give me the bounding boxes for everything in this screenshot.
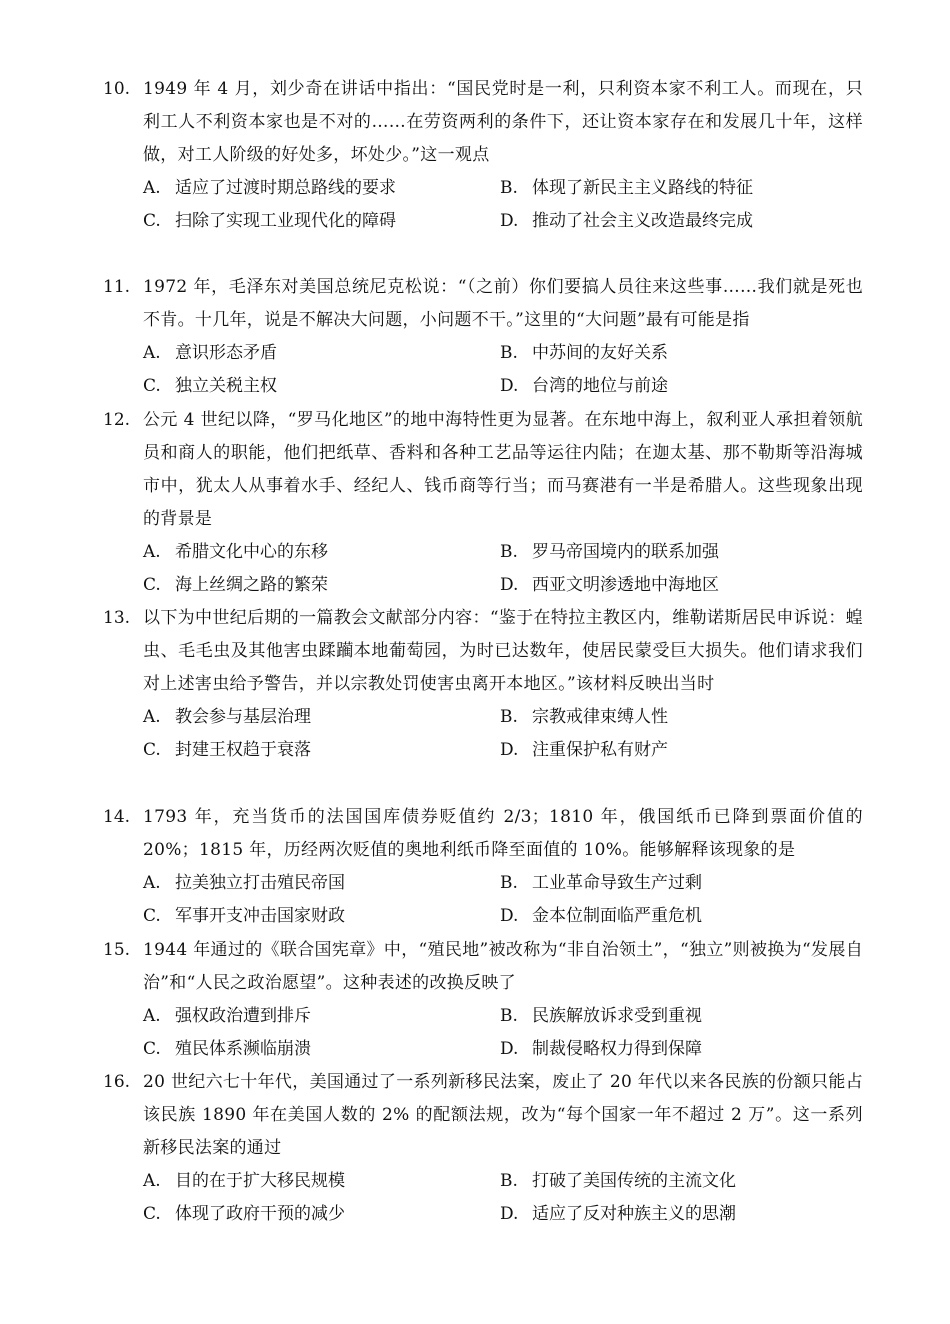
option-d: D. 西亚文明渗透地中海地区 [500,575,719,595]
question-stem: 公元 4 世纪以降，“罗马化地区”的地中海特性更为显著。在东地中海上，叙利亚人承担着领航员和商人的职能，他们把纸草、香料和各种工艺品等运往内陆；在迦太基、那不勒斯等沿海城市中，犹太人从事着水手、经纪人、钱币商等行当；而马赛港有一半是希腊人。这些现象出现的背景是 [143,410,863,529]
option-c: C. 独立关税主权 [143,376,277,396]
question-13 [103,602,863,767]
option-c: C. 体现了政府干预的减少 [143,1204,345,1224]
option-c: C. 军事开支冲击国家财政 [143,906,345,926]
question-12 [103,404,863,602]
option-d: D. 注重保护私有财产 [500,740,668,760]
option-d: D. 适应了反对种族主义的思潮 [500,1204,736,1224]
question-number: 12. [103,410,131,430]
option-b: B. 罗马帝国境内的联系加强 [500,542,719,562]
question-number: 16. [103,1072,131,1092]
question-15 [103,934,863,1066]
option-a: A. 目的在于扩大移民规模 [143,1171,345,1191]
option-a: A. 教会参与基层治理 [143,707,311,727]
options [143,701,863,767]
option-b: B. 体现了新民主主义路线的特征 [500,178,753,198]
options [143,867,863,933]
option-c: C. 封建王权趋于衰落 [143,740,311,760]
options [143,337,863,403]
question-number: 14. [103,807,131,827]
question-stem: 以下为中世纪后期的一篇教会文献部分内容：“鉴于在特拉主教区内，维勒诺斯居民申诉说：蝗虫、毛毛虫及其他害虫蹂躏本地葡萄园，为时已达数年，使居民蒙受巨大损失。他们请求我们对上述害虫给予警告，并以宗教处罚使害虫离开本地区。”该材料反映出当时 [143,608,863,694]
options [143,1000,863,1066]
option-b: B. 打破了美国传统的主流文化 [500,1171,736,1191]
option-d: D. 金本位制面临严重危机 [500,906,702,926]
question-10 [103,73,863,238]
option-a: A. 拉美独立打击殖民帝国 [143,873,345,893]
question-stem: 1972 年，毛泽东对美国总统尼克松说：“（之前）你们要搞人员往来这些事……我们就是死也不肯。十几年，说是不解决大问题，小问题不干。”这里的“大问题”最有可能是指 [143,277,863,330]
options [143,536,863,602]
question-14 [103,801,863,933]
option-a: A. 强权政治遭到排斥 [143,1006,311,1026]
option-a: A. 希腊文化中心的东移 [143,542,328,562]
options [143,172,863,238]
question-stem: 1793 年，充当货币的法国国库债券贬值约 2/3；1810 年，俄国纸币已降到票面价值的 20%；1815 年，历经两次贬值的奥地利纸币降至面值的 10%。能够解释该现象的是 [143,807,863,860]
option-c: C. 海上丝绸之路的繁荣 [143,575,328,595]
option-b: B. 宗教戒律束缚人性 [500,707,668,727]
question-number: 10. [103,79,131,99]
question-11 [103,271,863,403]
option-d: D. 台湾的地位与前途 [500,376,668,396]
question-stem: 1949 年 4 月，刘少奇在讲话中指出：“国民党时是一利，只利资本家不利工人。而现在，只利工人不利资本家也是不对的……在劳资两利的条件下，还让资本家存在和发展几十年，这样做，对工人阶级的好处多，坏处少。”这一观点 [143,79,863,165]
option-d: D. 推动了社会主义改造最终完成 [500,211,753,231]
option-c: C. 扫除了实现工业现代化的障碍 [143,211,396,231]
option-a: A. 适应了过渡时期总路线的要求 [143,178,396,198]
question-16 [103,1066,863,1231]
option-d: D. 制裁侵略权力得到保障 [500,1039,702,1059]
option-b: B. 中苏间的友好关系 [500,343,668,363]
option-b: B. 工业革命导致生产过剩 [500,873,702,893]
option-a: A. 意识形态矛盾 [143,343,277,363]
question-number: 11. [103,277,131,297]
option-b: B. 民族解放诉求受到重视 [500,1006,702,1026]
question-stem: 1944 年通过的《联合国宪章》中，“殖民地”被改称为“非自治领土”，“独立”则被换为“发展自治”和“人民之政治愿望”。这种表述的改换反映了 [143,940,863,993]
options [143,1165,863,1231]
question-number: 15. [103,940,131,960]
question-number: 13. [103,608,131,628]
question-stem: 20 世纪六七十年代，美国通过了一系列新移民法案，废止了 20 年代以来各民族的份额只能占该民族 1890 年在美国人数的 2% 的配额法规，改为“每个国家一年不超过 2 万”。这一系列新移民法案的通过 [143,1072,863,1158]
option-c: C. 殖民体系濒临崩溃 [143,1039,311,1059]
